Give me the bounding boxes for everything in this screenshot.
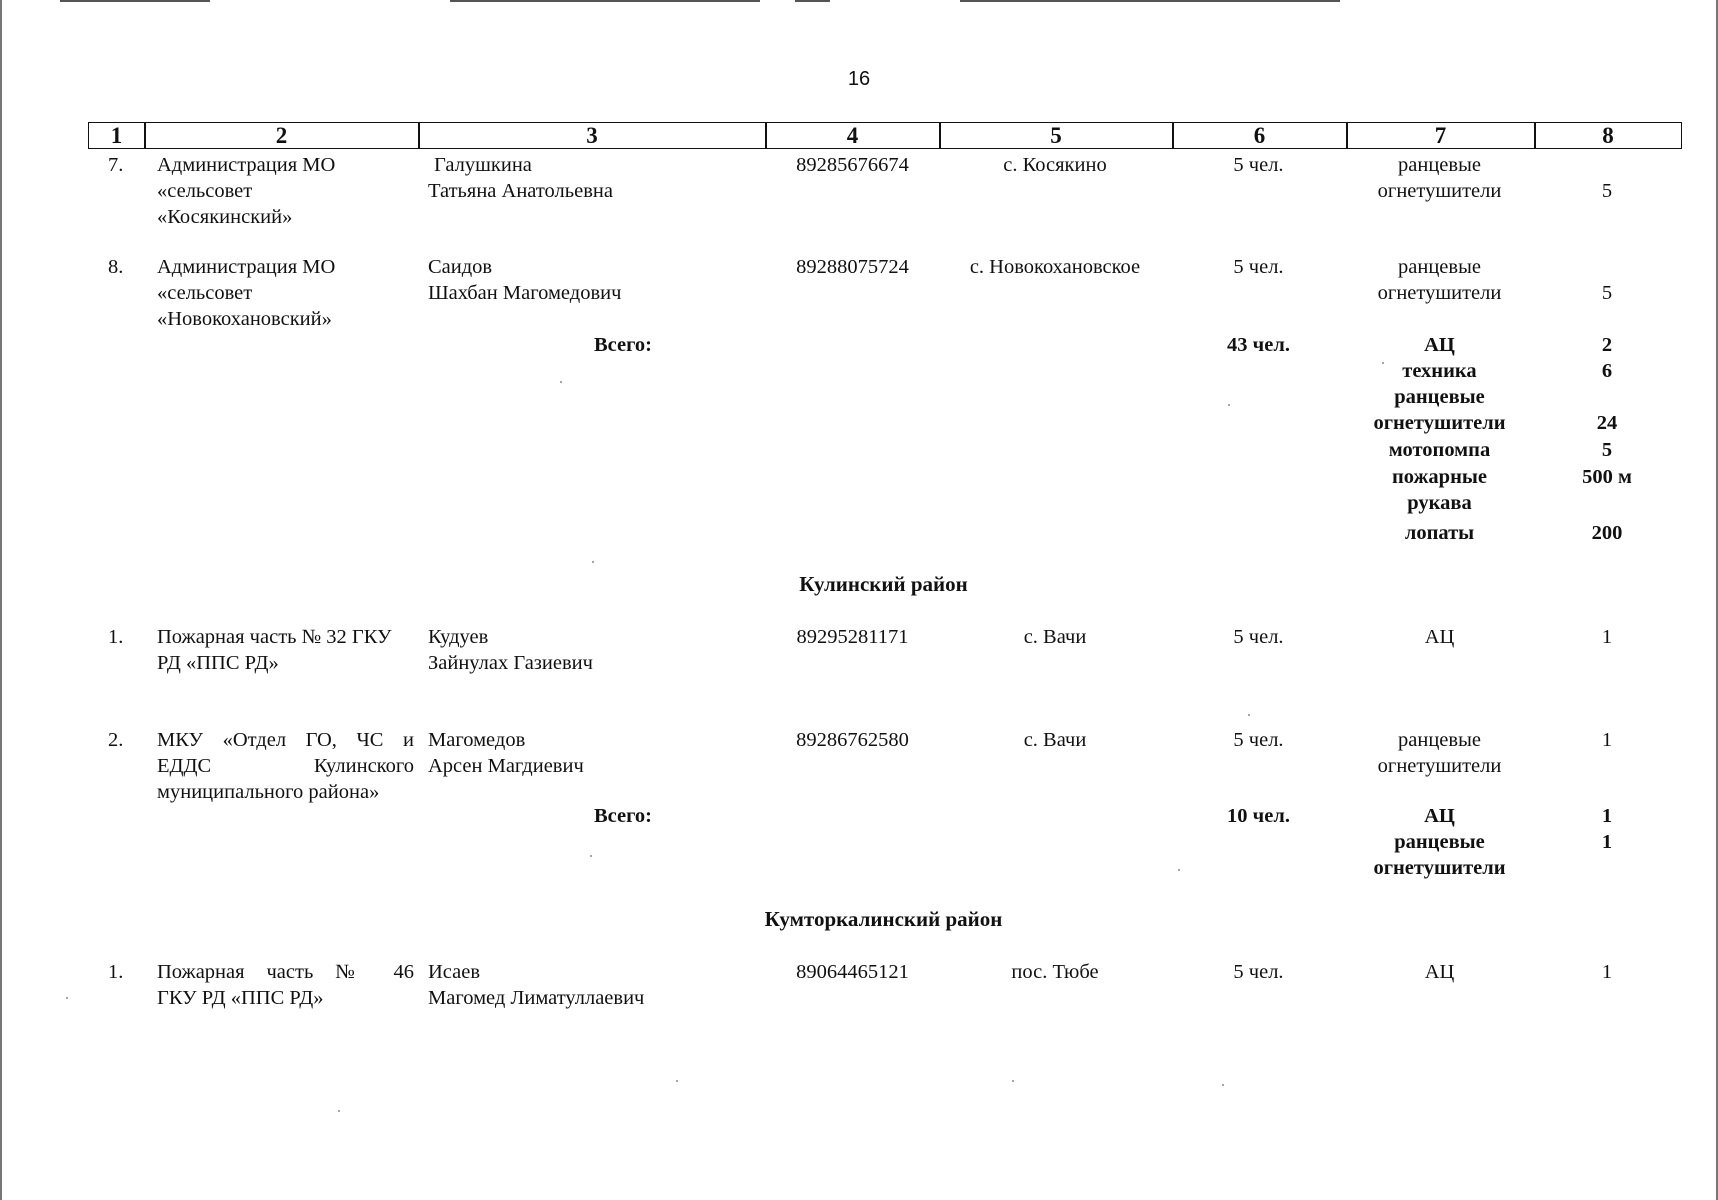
equipment-line: ранцевые (1398, 256, 1481, 278)
org-name-line: «Косякинский» (157, 206, 293, 228)
person-surname: Исаев (428, 961, 481, 983)
org-name-line: ЕДДС Кулинского (157, 755, 414, 777)
column-header: 6 (1253, 122, 1266, 148)
equipment-line: АЦ (1424, 626, 1455, 648)
personnel-count: 5 чел. (1233, 729, 1284, 751)
total-item-count: 500 м (1582, 466, 1632, 488)
scan-speck (592, 561, 594, 563)
total-item-name-line: огнетушители (1373, 412, 1506, 434)
total-item-count: 2 (1601, 334, 1613, 356)
person-surname: Магомедов (428, 729, 526, 751)
person-surname: Кудуев (428, 626, 489, 648)
equipment-line: огнетушители (1377, 180, 1502, 202)
equipment-line: ранцевые (1398, 729, 1481, 751)
total-item-name: техника (1402, 360, 1477, 382)
scan-speck (1012, 1080, 1014, 1082)
person-name: Арсен Магдиевич (428, 755, 584, 777)
org-name-line: «Новокохановский» (157, 308, 332, 330)
total-item-name (1346, 464, 1533, 516)
total-item-name-line: пожарные (1392, 466, 1487, 488)
row-number: 7. (108, 154, 124, 176)
total-item-count: 1 (1601, 831, 1613, 853)
section-title: Кулинский район (799, 572, 968, 596)
column-header: 7 (1434, 122, 1447, 148)
equipment-count: 1 (1601, 729, 1613, 751)
org-name-line: РД «ППС РД» (157, 652, 279, 674)
scan-speck (676, 1080, 678, 1082)
equipment (1346, 727, 1533, 779)
personnel-count: 5 чел. (1233, 626, 1284, 648)
total-item-count: 5 (1601, 439, 1613, 461)
column-header: 5 (1050, 122, 1062, 148)
person-name: Зайнулах Газиевич (428, 652, 593, 674)
total-item-name-line: рукава (1407, 492, 1472, 514)
responsible-person (428, 254, 621, 306)
column-header: 1 (110, 122, 123, 148)
person-name: Шахбан Магомедович (428, 282, 622, 304)
equipment (1346, 152, 1533, 204)
section-title: Кумторкалинский район (764, 907, 1003, 931)
scan-mark (450, 0, 760, 2)
equipment-count: 1 (1601, 961, 1613, 983)
org-name-line: «сельсовет (157, 282, 253, 304)
responsible-person (428, 727, 584, 779)
org-name-line: Администрация МО (157, 154, 336, 176)
scan-speck (1382, 362, 1384, 364)
equipment-count: 5 (1601, 282, 1613, 304)
person-surname: Галушкина (434, 154, 532, 176)
responsible-person (428, 959, 644, 1011)
scan-speck (1178, 869, 1180, 871)
equipment-count: 1 (1601, 626, 1613, 648)
page-edge-left (0, 0, 2, 1200)
org-name-line: Администрация МО (157, 256, 336, 278)
page-number: 16 (847, 68, 871, 90)
settlement: с. Косякино (1003, 154, 1107, 176)
row-number: 1. (108, 961, 124, 983)
total-item-count: 1 (1601, 805, 1613, 827)
settlement: с. Вачи (1023, 626, 1087, 648)
equipment (1346, 254, 1533, 306)
equipment-count: 5 (1601, 180, 1613, 202)
equipment-line: АЦ (1424, 961, 1455, 983)
phone-number: 89285676674 (796, 154, 909, 176)
total-item-name (1346, 384, 1533, 436)
equipment (1346, 959, 1533, 985)
scan-mark (795, 0, 830, 2)
personnel-count: 5 чел. (1233, 154, 1284, 176)
org-name-line: ГКУ РД «ППС РД» (157, 987, 324, 1009)
scan-speck (66, 997, 68, 999)
scan-speck (338, 1110, 340, 1112)
org-name-line: Пожарная часть № 32 ГКУ (157, 626, 392, 648)
total-item-name: АЦ (1424, 805, 1455, 827)
phone-number: 89286762580 (796, 729, 909, 751)
row-number: 2. (108, 729, 124, 751)
total-item-count: 200 (1591, 522, 1623, 544)
equipment (1346, 624, 1533, 650)
total-label: Всего: (594, 805, 652, 827)
row-number: 1. (108, 626, 124, 648)
column-header: 3 (586, 122, 598, 148)
equipment-line: огнетушители (1377, 282, 1502, 304)
total-personnel: 43 чел. (1227, 334, 1290, 356)
org-name (157, 727, 414, 805)
total-item-name: АЦ (1424, 334, 1455, 356)
org-name-line: Пожарная часть № 46 (157, 961, 414, 983)
phone-number: 89064465121 (796, 961, 909, 983)
total-item-count: 24 (1596, 412, 1618, 434)
scan-speck (1228, 404, 1230, 406)
org-name-line: муниципального района» (157, 781, 380, 803)
personnel-count: 5 чел. (1233, 961, 1284, 983)
settlement: с. Вачи (1023, 729, 1087, 751)
total-item-name-line: ранцевые (1394, 831, 1485, 853)
table-header (88, 122, 1682, 149)
responsible-person (428, 152, 613, 204)
page-edge-right (1716, 0, 1718, 1200)
equipment-line: огнетушители (1377, 755, 1502, 777)
column-header: 2 (275, 122, 288, 148)
total-item-name-line: огнетушители (1373, 857, 1506, 879)
scan-mark (60, 0, 210, 2)
personnel-count: 5 чел. (1233, 256, 1284, 278)
total-item-name: мотопомпа (1388, 439, 1491, 461)
row-number: 8. (108, 256, 124, 278)
scan-speck (590, 855, 592, 857)
equipment-line: ранцевые (1398, 154, 1481, 176)
settlement: пос. Тюбе (1011, 961, 1099, 983)
phone-number: 89288075724 (796, 256, 909, 278)
total-label: Всего: (594, 334, 652, 356)
column-header: 4 (846, 122, 859, 148)
phone-number: 89295281171 (796, 626, 909, 648)
scan-speck (1222, 1084, 1224, 1086)
total-item-name (1346, 829, 1533, 881)
responsible-person (428, 624, 593, 676)
org-name (157, 254, 335, 332)
column-header: 8 (1602, 122, 1614, 148)
total-personnel: 10 чел. (1227, 805, 1290, 827)
scan-speck (560, 381, 562, 383)
person-name: Татьяна Анатольевна (428, 180, 613, 202)
total-item-name-line: ранцевые (1394, 386, 1485, 408)
total-item-count: 6 (1601, 360, 1613, 382)
settlement: с. Новокохановское (969, 256, 1141, 278)
person-surname: Саидов (428, 256, 493, 278)
org-name (157, 624, 392, 676)
org-name-line: МКУ «Отдел ГО, ЧС и (157, 729, 414, 751)
scan-mark (960, 0, 1340, 2)
org-name (157, 959, 414, 1011)
person-name: Магомед Лиматуллаевич (428, 987, 645, 1009)
total-item-name: лопаты (1404, 522, 1475, 544)
org-name-line: «сельсовет (157, 180, 253, 202)
org-name (157, 152, 335, 230)
scan-speck (1248, 714, 1250, 716)
